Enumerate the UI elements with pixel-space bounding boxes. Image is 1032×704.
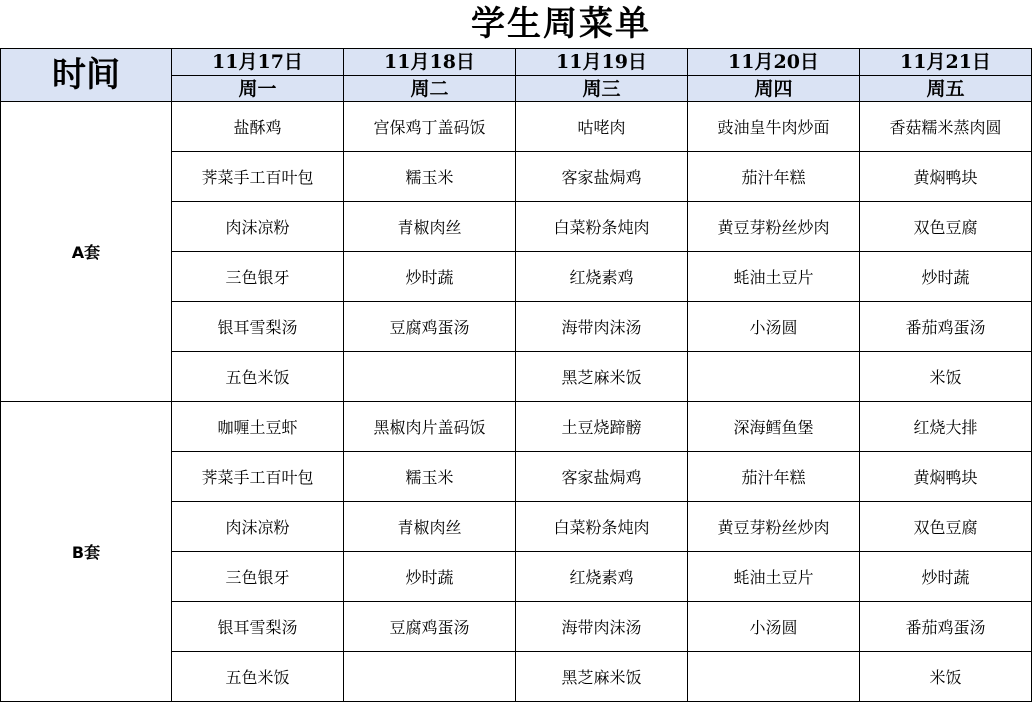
dish-cell: 米饭 [860,652,1032,702]
dish-cell: 盐酥鸡 [172,102,344,152]
dish-cell: 宫保鸡丁盖码饭 [344,102,516,152]
dish-cell: 荠菜手工百叶包 [172,452,344,502]
dish-cell: 双色豆腐 [860,502,1032,552]
dish-cell: 肉沫凉粉 [172,202,344,252]
dish-cell: 客家盐焗鸡 [516,152,688,202]
dish-cell: 红烧素鸡 [516,552,688,602]
date-header: 11月17日 [172,49,344,76]
dish-cell: 咕咾肉 [516,102,688,152]
dish-cell: 豆腐鸡蛋汤 [344,602,516,652]
date-header-row [1,49,1032,76]
dish-cell: 海带肉沫汤 [516,602,688,652]
dish-cell: 黑椒肉片盖码饭 [344,402,516,452]
dish-cell: 小汤圆 [688,302,860,352]
dish-cell: 豉油皇牛肉炒面 [688,102,860,152]
date-header: 11月20日 [688,49,860,76]
dish-cell: 红烧大排 [860,402,1032,452]
dish-cell [344,652,516,702]
dish-cell [344,352,516,402]
dish-cell: 小汤圆 [688,602,860,652]
dish-cell: 茄汁年糕 [688,152,860,202]
dish-cell: 炒时蔬 [860,252,1032,302]
dish-cell [688,652,860,702]
dish-cell: 炒时蔬 [860,552,1032,602]
dish-cell: 银耳雪梨汤 [172,602,344,652]
page-title: 学生周菜单 [471,4,651,44]
dish-cell: 茄汁年糕 [688,452,860,502]
dish-cell: 香菇糯米蒸肉圆 [860,102,1032,152]
dish-cell: 黑芝麻米饭 [516,352,688,402]
dish-cell: 蚝油土豆片 [688,252,860,302]
dish-cell: 黄焖鸭块 [860,152,1032,202]
dish-cell: 米饭 [860,352,1032,402]
dish-cell: 白菜粉条炖肉 [516,502,688,552]
dish-cell: 番茄鸡蛋汤 [860,602,1032,652]
dish-cell: 炒时蔬 [344,252,516,302]
dish-cell: 咖喱土豆虾 [172,402,344,452]
dish-cell: 三色银牙 [172,252,344,302]
date-header: 11月18日 [344,49,516,76]
dish-cell: 番茄鸡蛋汤 [860,302,1032,352]
time-header: 时间 [1,49,172,102]
dish-cell: 黄豆芽粉丝炒肉 [688,502,860,552]
dish-cell: 糯玉米 [344,152,516,202]
dish-cell [688,352,860,402]
dish-cell: 银耳雪梨汤 [172,302,344,352]
dish-cell: 肉沫凉粉 [172,502,344,552]
dish-cell: 白菜粉条炖肉 [516,202,688,252]
dish-cell: 糯玉米 [344,452,516,502]
date-header: 11月21日 [860,49,1032,76]
dish-cell: 青椒肉丝 [344,502,516,552]
set-label: B套 [1,402,172,702]
dish-cell: 五色米饭 [172,652,344,702]
menu-table [0,48,1032,702]
dish-cell: 红烧素鸡 [516,252,688,302]
weekday-header: 周五 [860,76,1032,102]
dish-cell: 黑芝麻米饭 [516,652,688,702]
dish-cell: 荠菜手工百叶包 [172,152,344,202]
dish-cell: 蚝油土豆片 [688,552,860,602]
dish-cell: 青椒肉丝 [344,202,516,252]
dish-cell: 黄豆芽粉丝炒肉 [688,202,860,252]
menu-row [1,402,1032,452]
dish-cell: 海带肉沫汤 [516,302,688,352]
dish-cell: 土豆烧蹄髈 [516,402,688,452]
dish-cell: 三色银牙 [172,552,344,602]
weekday-header: 周二 [344,76,516,102]
dish-cell: 五色米饭 [172,352,344,402]
dish-cell: 深海鳕鱼堡 [688,402,860,452]
dish-cell: 豆腐鸡蛋汤 [344,302,516,352]
dish-cell: 炒时蔬 [344,552,516,602]
dish-cell: 双色豆腐 [860,202,1032,252]
set-label: A套 [1,102,172,402]
date-header: 11月19日 [516,49,688,76]
menu-row [1,102,1032,152]
weekday-header: 周一 [172,76,344,102]
weekday-header: 周四 [688,76,860,102]
dish-cell: 黄焖鸭块 [860,452,1032,502]
weekday-header: 周三 [516,76,688,102]
dish-cell: 客家盐焗鸡 [516,452,688,502]
